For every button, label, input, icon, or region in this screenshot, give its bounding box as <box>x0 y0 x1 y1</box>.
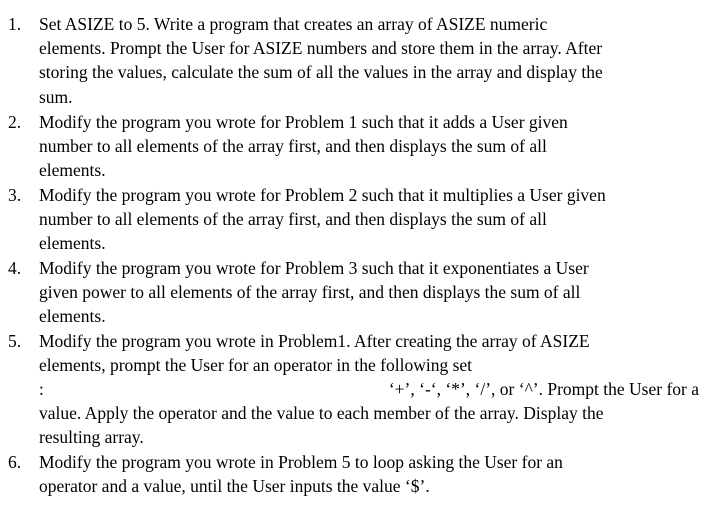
problem-2-line-2: number to all elements of the array first, and then displays the sum of all <box>39 136 547 156</box>
problem-5-line-1: Modify the program you wrote in Problem1. After creating the array of ASIZE <box>39 331 590 351</box>
problem-5-line-3-operators: ‘+’, ‘-‘, ‘*’, ‘/’, or ‘^’. Prompt the User for a <box>388 379 699 399</box>
problem-5-line-3: : <box>39 379 44 399</box>
problem-1-line-2: elements. Prompt the User for ASIZE numbers and store them in the array. After <box>39 38 603 58</box>
problem-3-line-2: number to all elements of the array first, and then displays the sum of all <box>39 209 547 229</box>
problem-4-line-2: given power to all elements of the array first, and then displays the sum of all <box>39 282 581 302</box>
problem-4-number: 4. <box>8 258 22 278</box>
problem-5-line-2: elements, prompt the User for an operator in the following set <box>39 355 473 375</box>
problem-3-line-3: elements. <box>39 233 106 253</box>
problem-5-line-5: resulting array. <box>39 427 144 447</box>
problem-2-number: 2. <box>8 112 22 132</box>
problem-1-line-3: storing the values, calculate the sum of all the values in the array and display the <box>39 62 603 82</box>
problem-6-number: 6. <box>8 452 22 472</box>
problem-5-number: 5. <box>8 331 22 351</box>
problem-1-line-1: Set ASIZE to 5. Write a program that creates an array of ASIZE numeric <box>39 14 548 34</box>
problem-3-line-1: Modify the program you wrote for Problem 2 such that it multiplies a User given <box>39 185 606 205</box>
problem-1-line-4: sum. <box>39 87 73 107</box>
problem-2-line-1: Modify the program you wrote for Problem 1 such that it adds a User given <box>39 112 568 132</box>
problem-4-line-3: elements. <box>39 306 106 326</box>
problem-3-number: 3. <box>8 185 22 205</box>
problem-2-line-3: elements. <box>39 160 106 180</box>
problem-1-number: 1. <box>8 14 22 34</box>
problem-6-line-2: operator and a value, until the User inputs the value ‘$’. <box>39 476 430 496</box>
problem-5-line-4: value. Apply the operator and the value to each member of the array. Display the <box>39 403 604 423</box>
problem-4-line-1: Modify the program you wrote for Problem 3 such that it exponentiates a User <box>39 258 589 278</box>
problem-6-line-1: Modify the program you wrote in Problem 5 to loop asking the User for an <box>39 452 563 472</box>
